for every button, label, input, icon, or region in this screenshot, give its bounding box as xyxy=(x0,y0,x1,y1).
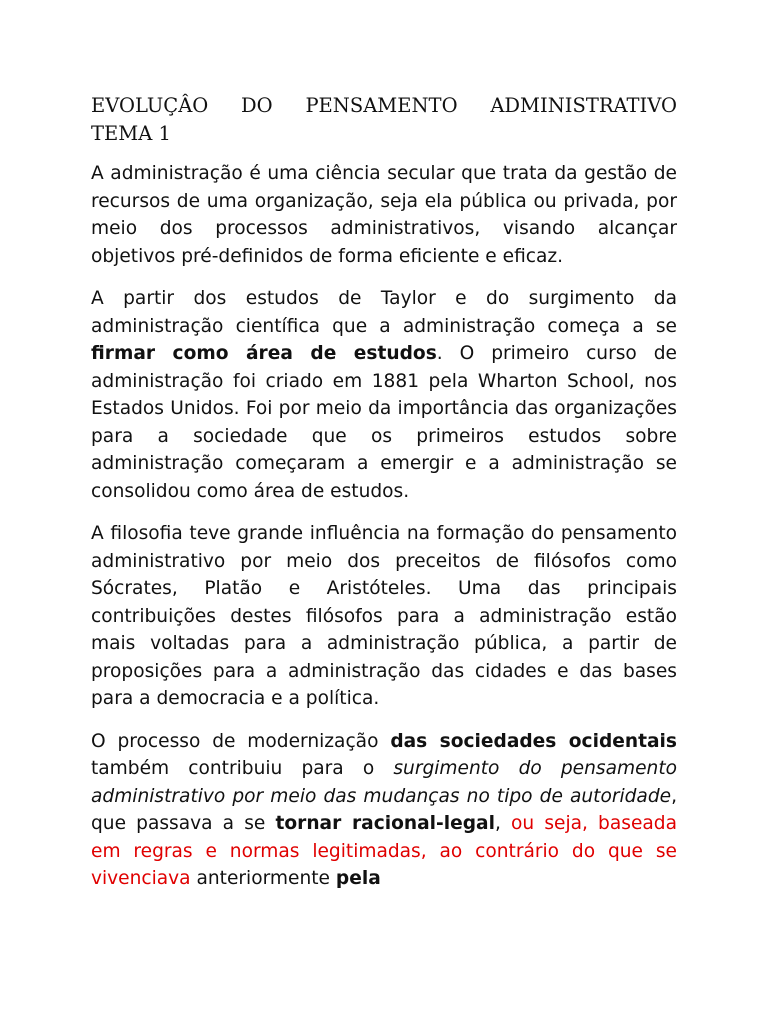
paragraph-2-text: A partir dos estudos de Taylor e do surgimento da administração científica que a administração começa a se xyxy=(91,288,677,337)
title-line-1 xyxy=(91,92,677,120)
paragraph-4-text: , que passava a se xyxy=(91,785,677,834)
title-word: DO xyxy=(241,94,273,117)
title-word: ADMINISTRATIVO xyxy=(490,94,677,117)
paragraph-4-text: , xyxy=(494,813,512,834)
paragraph-4-bold: tornar racional-legal xyxy=(275,813,495,834)
paragraph-4-highlight: ou seja, baseada em regras e normas legitimadas, ao contrário do que se vivenciava xyxy=(91,813,677,889)
title-line-2: TEMA 1 xyxy=(91,122,171,145)
paragraph-3: A filosofia teve grande influência na formação do pensamento administrativo por meio dos preceitos de filósofos como Sócrates, Platão e Aristóteles. Uma das principais contribuições destes filósofos para a administração estão mais voltadas para a administração pública, a partir de proposições para a administração das cidades e das bases para a democracia e a política. xyxy=(91,523,677,709)
paragraph-2-text: . O primeiro curso de administração foi criado em 1881 pela Wharton School, nos Estados Unidos. Foi por meio da importância das organizações para a sociedade que os primeiros estudos sobre administração começaram a emergir e a administração se consolidou como área de estudos. xyxy=(91,343,677,502)
paragraph-4-bold: pela xyxy=(335,868,381,889)
paragraph-4-text: anteriormente xyxy=(190,868,336,889)
paragraph-4-text: O processo de modernização xyxy=(91,730,391,752)
paragraph-4-bold: das sociedades ocidentais xyxy=(390,730,677,752)
paragraph-1: A administração é uma ciência secular que trata da gestão de recursos de uma organização, seja ela pública ou privada, por meio dos processos administrativos, visando alcançar objetivos pré-definidos de forma eficiente e eficaz. xyxy=(91,163,677,267)
paragraph-4-italic: surgimento do pensamento administrativo por meio das mudanças no tipo de autoridade xyxy=(91,758,677,807)
paragraph-2 xyxy=(91,285,677,505)
title-word: EVOLUÇÂO xyxy=(91,94,209,117)
paragraph-2-bold: firmar como área de estudos xyxy=(91,343,437,364)
title-word: PENSAMENTO xyxy=(305,94,458,117)
document-title xyxy=(91,92,677,148)
document-page xyxy=(91,92,677,908)
paragraph-4-text: também contribuiu para o xyxy=(91,758,394,779)
paragraph-4 xyxy=(91,728,677,893)
